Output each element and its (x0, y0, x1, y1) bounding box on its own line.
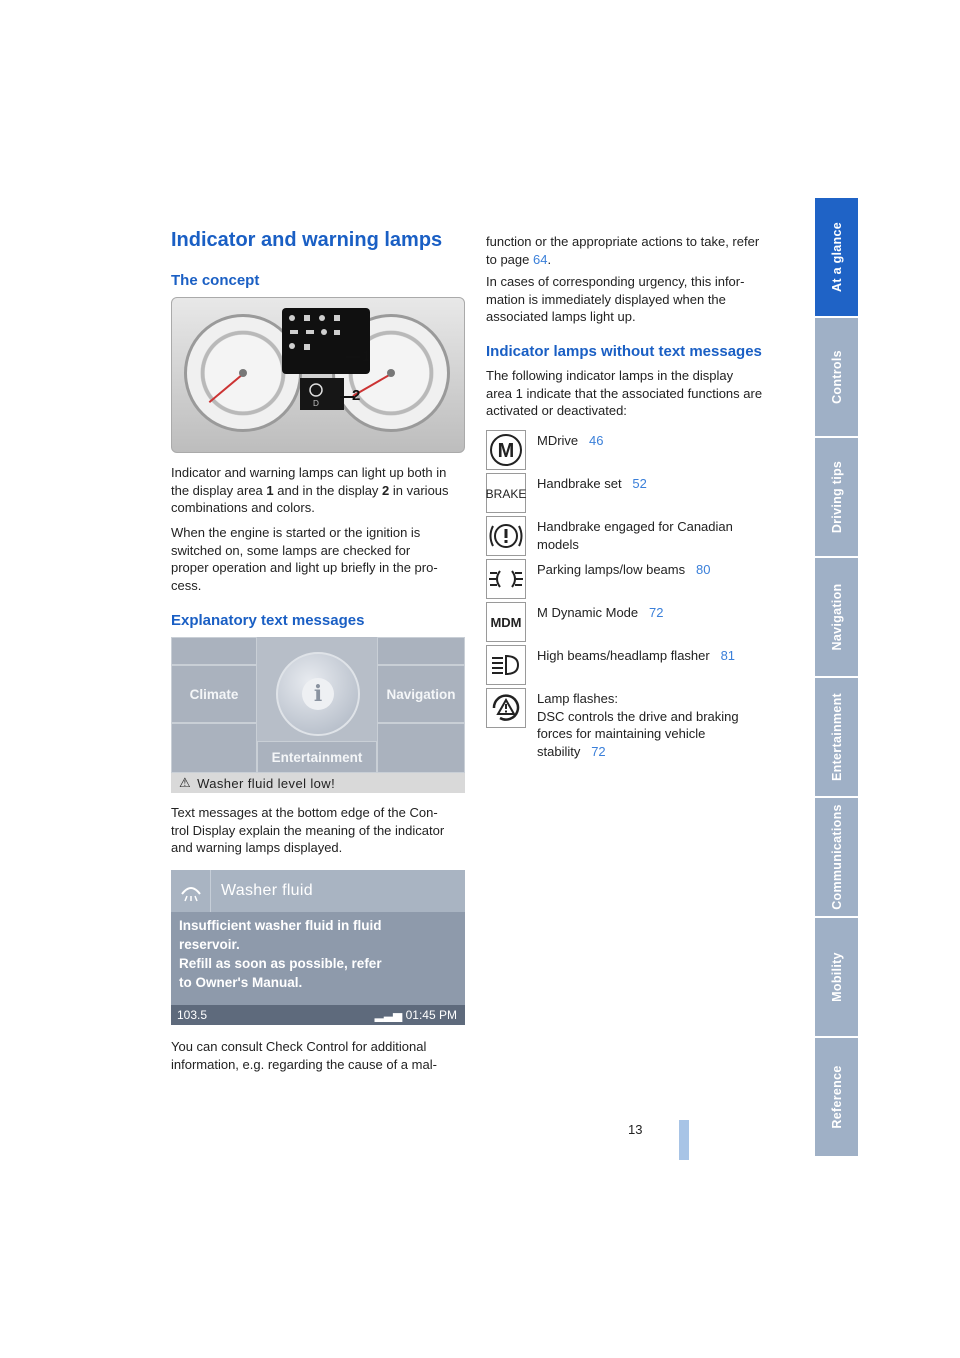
page-link-80[interactable]: 80 (695, 562, 711, 577)
page-title: Indicator and warning lamps (171, 229, 443, 251)
brake-lamp-icon (486, 473, 526, 513)
section-title-without-text: Indicator lamps without text messages (486, 343, 762, 360)
svg-text:BRAKE: BRAKE (485, 487, 527, 501)
explanatory-paragraph-2: You can consult Check Control for additional information, e.g. regarding the cause of a mal- (171, 1039, 437, 1072)
page-link-81[interactable]: 81 (720, 648, 736, 663)
controller-knob[interactable] (276, 652, 360, 736)
signal-icon: ▂▃▅ (374, 1008, 406, 1022)
svg-text:D: D (312, 399, 320, 408)
page-link-64[interactable]: 64 (533, 251, 548, 267)
section-title-concept: The concept (171, 272, 260, 289)
tab-driving-tips[interactable]: Driving tips (815, 438, 858, 558)
mdm-lamp-icon (486, 602, 526, 642)
section-title-explanatory: Explanatory text messages (171, 612, 365, 629)
tab-entertainment[interactable]: Entertainment (815, 678, 858, 798)
warning-message-bar: ⚠ Washer fluid level low! (171, 773, 465, 793)
high-beam-icon (486, 645, 526, 685)
status-bar (171, 1005, 465, 1025)
page-link-52[interactable]: 52 (632, 476, 647, 491)
callout-1: 1 (362, 348, 371, 365)
tab-controls[interactable]: Controls (815, 318, 858, 438)
instrument-cluster-figure (171, 297, 465, 453)
svg-text:M: M (497, 440, 515, 462)
display-2 (300, 378, 344, 410)
continued-paragraph: function or the appropriate actions to take, refer to page 64. (486, 234, 760, 267)
lamp-mdrive: MDrive 46 (537, 433, 604, 448)
concept-paragraph-2: When the engine is started or the ignition is switched on, some lamps are checked for proper operation and light up briefly in the pro- cess. (171, 525, 438, 593)
chapter-tabs (815, 198, 858, 1158)
display-area-1 (282, 308, 370, 374)
menu-entertainment[interactable]: Entertainment (257, 741, 377, 773)
page-link-72b[interactable]: 72 (591, 743, 606, 759)
callout-2: 2 (352, 387, 361, 404)
control-display-menu-figure (171, 637, 465, 793)
mdrive-lamp-icon (486, 430, 526, 470)
handbrake-canada-lamp-icon (486, 516, 526, 556)
page-number-bar (679, 1120, 689, 1160)
lamp-handbrake: Handbrake set 52 (537, 476, 647, 491)
menu-climate[interactable]: Climate (171, 665, 257, 723)
tab-at-a-glance[interactable]: At a glance (815, 198, 858, 318)
radio-frequency: 103.5 (177, 1008, 208, 1022)
page-link-46[interactable]: 46 (589, 433, 604, 448)
dsc-lamp-icon (486, 688, 526, 728)
menu-navigation[interactable]: Navigation (377, 665, 465, 723)
svg-text:MDM: MDM (490, 615, 522, 630)
lamp-parking: Parking lamps/low beams 80 (537, 562, 711, 577)
concept-paragraph-1: Indicator and warning lamps can light up both in the display area 1 and in the display 2 in various combinations and colors. (171, 465, 449, 515)
info-icon: i (302, 678, 334, 710)
lamp-handbrake-canada: Handbrake engaged for Canadian models (537, 519, 733, 552)
washer-header: Washer fluid (171, 870, 465, 912)
lamp-mdm: M Dynamic Mode 72 (537, 605, 664, 620)
page-number: 13 (628, 1122, 643, 1137)
page-link-72[interactable]: 72 (648, 605, 664, 620)
explanatory-paragraph: Text messages at the bottom edge of the Con- trol Display explain the meaning of the indicator and warning lamps displayed. (171, 805, 445, 855)
clock-time: 01:45 PM (405, 1008, 457, 1022)
warning-triangle-icon: ⚠ (179, 775, 192, 790)
washer-fluid-screen-figure (171, 870, 465, 1025)
lamp-high-beams: High beams/headlamp flasher 81 (537, 648, 736, 663)
tab-reference[interactable]: Reference (815, 1038, 858, 1158)
washer-message: Insufficient washer fluid in fluid reservoir. Refill as soon as possible, refer to Owner's Manual. (179, 918, 382, 990)
parking-lamps-icon (486, 559, 526, 599)
tab-navigation[interactable]: Navigation (815, 558, 858, 678)
indicator-icons (282, 308, 370, 374)
tab-communications[interactable]: Communications (815, 798, 858, 918)
lamp-dsc: Lamp flashes: DSC controls the drive and braking forces for maintaining vehicle stability 72 (537, 691, 739, 759)
washer-fluid-icon (171, 870, 211, 912)
tab-mobility[interactable]: Mobility (815, 918, 858, 1038)
urgency-paragraph: In cases of corresponding urgency, this infor- mation is immediately displayed when the associated lamps light up. (486, 274, 745, 324)
without-text-intro: The following indicator lamps in the display area 1 indicate that the associated functions are activated or deactivated: (486, 368, 763, 418)
